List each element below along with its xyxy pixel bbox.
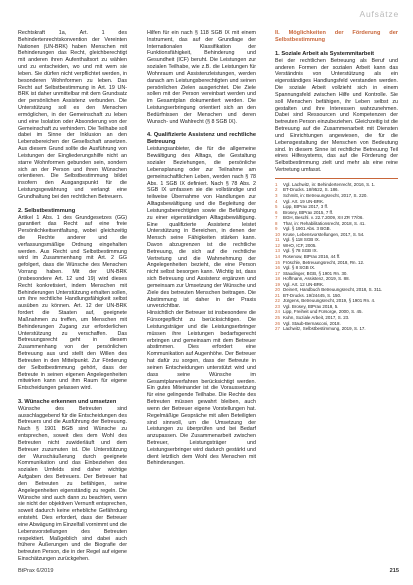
footnote-number: 7 [275, 215, 278, 221]
footnote-number: 8 [275, 220, 278, 226]
body-paragraph: Leistungsanbieter, die für die allgemeine Bewältigung des Alltags, die Gestaltung sozialer Beziehungen, die persönliche Lebensplanung oder zur Teilnahme am gemeinschaftlichen Leben, werden nach § 78 Abs. 1 SGB IX definiert. Nach § 78 Abs. 2 SGB IX umfassen sie die vollständige und teilweise Übernahme von Handlungen zur Alltagsbewältigung und die Begleitung der Leistungsberechtigten sowie die Befähigung zu einer eigenständigen Alltagsbewältigung. Eine qualifizierte Assistenz leistet Unterstützung in Bereichen, in denen der Mensch seine Fähigkeiten stärken kann. Davon abzugrenzen ist die rechtliche Betreuung, die sich auf die rechtliche Vertretung und die Wahrnehmung der Angelegenheiten bezieht, die eine Person nicht selbst besorgen kann. Wichtig ist, dass sich Betreuung und Assistenz ergänzen und gemeinsam zur Umsetzung der Wünsche und Ziele des betreuten Menschen beitragen. Die Abstimmung ist daher in der Praxis unverzichtbar. [147, 146, 256, 310]
footnote-text: Vgl. Brosey, BtPrax 2018, 5. [283, 303, 339, 309]
footnote-text: BT-Drucks. 18/9522, S. 186. [283, 187, 339, 193]
footnote-text: Vgl. § 8 SGB IX. [283, 265, 316, 271]
paragraph-gap [18, 201, 127, 208]
section-heading: II. Möglichkeiten der Förderung der Selbstbestimmung [275, 30, 398, 43]
footnote-text: Vgl. § 1901 Abs. 3 BGB. [283, 226, 331, 232]
footnote-number: 11 [275, 237, 280, 243]
section-heading: 3. Wünsche erkennen und umsetzen [18, 398, 117, 405]
footnote-number: 19 [275, 281, 280, 287]
body-paragraph: Bei der rechtlichen Betreuung als Beruf und anderen Formen der sozialen Arbeit kann das Verständnis von Unterstützung als ein eigenständiges Handlungsfeld verstanden werden. Die soziale Arbeit vollzieht sich in einem Spannungsfeld zwischen Hilfe und Kontrolle. Sie soll Menschen befähigen, ihr Leben selbst zu gestalten und ihre Interessen wahrzunehmen. Dabei sind Ressourcen und Kompetenzen der betreuten Person einzubeziehen. Gleichzeitig ist die Betreuung auf die Zusammenarbeit mit Diensten und Einrichtungen angewiesen, die für die Lebensgestaltung der Menschen von Bedeutung sind. In diesem Sinne ist rechtliche Betreuung Teil eines Hilfesystems, das auf die Förderung der Selbstbestimmung zielt und mehr als eine reine Vertretung umfasst. [275, 57, 398, 174]
footnote-text: Vgl. Art. 19 UN-BRK. [283, 198, 325, 204]
section-heading: 1. Soziale Arbeit als Systemmitarbeit [275, 50, 375, 57]
footnote-text: Kuhn, Soziale Arbeit, 2017, S. 23. [283, 315, 350, 320]
body-paragraph: Rechtskraft 1a, Art. 1 des Behindertenrechtskonvention der Vereinten Nationen (UN-BRK) haben Menschen mit Behinderungen das Recht, gleichberechtigt mit anderen ihren Aufenthaltsort zu wählen und zu entscheiden, wo und mit wem sie leben. Sie dürfen nicht verpflichtet werden, in besonderen Wohnformen zu leben. Das Recht auf Selbstbestimmung in Art. 19 UN-BRK ist daher unmittelbar mit dem Grundsatz der persönlichen Assistenz verbunden. Die Unterstützung soll es den Menschen ermöglichen, in der Gemeinschaft zu leben und eine Isolation oder Absonderung von der Gemeinschaft zu verhindern. Die Teilhabe soll dabei im Sinne der Inklusion an den Lebensbereichen der Gesellschaft ansetzen. Aus diesem Grund sollte die Ausführung von Leistungen der Eingliederungshilfe nicht an starre Wohnformen gebunden sein, sondern sich an der Person und ihren Wünschen orientieren. Die Selbstbestimmung bildet insofern den Ausgangspunkt für die Leistungsgewährung und verlangt eine Grundhaltung bei den rechtlichen Betreuern. [18, 30, 127, 200]
journal-issue: BtPrax 6/2019 [18, 568, 54, 574]
footnote-number: 6 [275, 209, 278, 215]
footnote-number: 5 [275, 204, 278, 210]
footnote-text: Jürgens, Betreuungsrecht, 2019, § 1901 Rn. 4. [283, 298, 376, 304]
footnote-number: 26 [275, 320, 280, 326]
footnote-number: 16 [275, 265, 280, 271]
body-paragraph: Artikel 1 Abs. 1 des Grundgesetzes (GG) garantiert das Recht auf eine freie Persönlichkeitsentfaltung, wobei gleichzeitig die Rechte anderer und die verfassungsmäßige Ordnung eingehalten werden. Aus Recht und Selbstbestimmung wird im Zusammenhang mit Art. 2 GG gefolgert, dass die Wünsche des Menschen Vorrang haben. Mit der UN-BRK (insbesondere Art. 12 und 19) wird dieses Recht konkretisiert, indem Menschen mit Behinderungen Unterstützung erhalten sollen, um ihre rechtliche Handlungsfähigkeit selbst ausüben zu können. Art. 12 der UN-BRK fordert die Staaten auf, geeignete Maßnahmen zu treffen, um Menschen mit Behinderungen Zugang zur erforderlichen Unterstützung zu verschaffen. Das Betreuungsrecht geht in diesem Zusammenhang von der persönlichen Betreuung aus und stellt den Willen des Betreuten in den Mittelpunkt. Zur Förderung der Selbstbestimmung gehört, dass der Betreute in seinen eigenen Angelegenheiten mitwirken kann und ihm Raum für eigene Entscheidungen gelassen wird. [18, 214, 127, 392]
footnote-number: 3 [275, 192, 278, 198]
footnote-number: 18 [275, 276, 280, 282]
page-number: 215 [389, 568, 399, 574]
footnote-number: 4 [275, 198, 278, 204]
footnote-text: Vgl. Lachwitz, in: Behindertenrecht, 2016, S. 1. [283, 181, 376, 187]
body-paragraph: Wünsche des Betreuten sind ausschlaggebend für die Entscheidungen des Betreuers und die Ausführung der Betreuung. Nach § 1901 BGB sind Wünsche zu entsprechen, soweit dies dem Wohl des Betreuten nicht zuwiderläuft und dem Betreuer zuzumuten ist. Die Unterstützung der Wunschäußerung durch geeignete Kommunikation und das Einbeziehen des sozialen Umfelds sind daher wichtige Aufgaben des Betreuers. Der Betreuer hat den Betreuten zu befähigen, seine Angelegenheiten eigenständig zu regeln. Die Wünsche sind auch dann zu beachten, wenn sie nicht der objektiven Vernunft entsprechen, soweit dadurch keine erhebliche Gefährdung entsteht. Dies erfordert, dass der Betreuer eine Abwägung im Einzelfall vornimmt und die Lebensvorstellungen des Betreuten respektiert. Maßgeblich sind dabei auch frühere Äußerungen und die Biografie der betreuten Person, die in der Regel auf eigene Einschätzungen zurückgehen. [18, 405, 128, 563]
footnote-text: Schmitt, in: Betreuungsrecht, 2017, S. 220. [283, 192, 368, 198]
footnote-text: Staudinger, BGB, § 1901 Rn. 30. [283, 270, 348, 276]
footnote-number: 23 [275, 303, 280, 309]
footnote-number: 13 [275, 248, 280, 254]
footnote-text: Fröschle, Betreuungsrecht, 2018, Rn. 12. [283, 259, 365, 265]
footnote-number: 22 [275, 298, 280, 304]
footnote-text: WHO, ICF, 2005. [283, 242, 317, 248]
paragraph-gap [275, 44, 398, 51]
text-column-middle [147, 30, 256, 467]
footnote-number: 17 [275, 270, 280, 276]
footnote-text: Lachwitz, Selbstbestimmung, 2019, S. 17. [283, 326, 366, 332]
footnote-text: Lipp, Freiheit und Fürsorge, 2000, S. 45. [283, 309, 363, 315]
footnote [275, 326, 398, 332]
body-paragraph: Hinsichtlich der Betreuer ist insbesondere die Fürsorgepflicht zu berücksichtigen. Die Leistungsträger und die Leistungserbringer müssen ihre Leistungen bedarfsgerecht erbringen und gemeinsam mit dem Betreuer abstimmen. Dies erfordert eine Kommunikation auf Augenhöhe. Der Betreuer hat dafür zu sorgen, dass der Betreute in seinen Entscheidungen unterstützt wird und dass seine Wünsche im Gesamtplanverfahren berücksichtigt werden. Ein gutes Miteinander ist die Voraussetzung für eine gelingende Teilhabe. Die Rechte des Betreuten müssen gewahrt bleiben, auch wenn der Betreuer eigene Vorstellungen hat. Regelmäßige Gespräche mit allen Beteiligten sind sinnvoll, um die Umsetzung der Leistungen zu überprüfen und bei Bedarf anzupassen. Die Zusammenarbeit zwischen Betreuer, Leistungsträger und Leistungserbringer wird dadurch gestärkt und dient letztlich dem Wohl des Menschen mit Behinderungen. [147, 310, 256, 467]
footnote-text: Vgl. Art. 12 UN-BRK. [283, 281, 325, 287]
footnote-number: 14 [275, 253, 280, 259]
paragraph-gap [147, 126, 256, 133]
footnote-text: Lipp, BtPrax 2017, 3 ff. [283, 204, 329, 210]
footnote-number: 10 [275, 231, 280, 237]
footnote-number: 12 [275, 242, 280, 248]
footnote-number: 1 [275, 181, 278, 187]
section-heading: 2. Selbstbestimmung [18, 207, 76, 214]
text-column-left [18, 30, 127, 563]
footnote-number: 21 [275, 292, 280, 298]
section-heading: 4. Qualifizierte Assistenz und rechtliche Betreuung [147, 132, 256, 146]
footnote-text: Deinert, Handbuch Betreuungsrecht, 2018, S. 311. [283, 287, 383, 293]
footnote-number: 25 [275, 315, 280, 320]
footnote-number: 2 [275, 187, 278, 193]
footnote-number: 9 [275, 226, 278, 232]
text-column-right [275, 30, 398, 332]
footnote-text: Rosenow, BtPrax 2016, 44 ff. [283, 253, 341, 259]
footnote-text: Brosey, BtPrax 2015, 7 ff. [283, 209, 334, 215]
paragraph-gap [18, 392, 127, 399]
footnote-number: 27 [275, 326, 280, 332]
footnote-text: BGH, Beschl. v. 22.7.2009, XII ZR 77/06. [283, 215, 364, 221]
section-rubric: Aufsätze [359, 9, 399, 19]
footnotes [275, 178, 398, 332]
footnote-text: Hoffmann, Assistenz, 2019, S. 88. [283, 276, 350, 282]
footnote-number: 24 [275, 309, 280, 315]
footnote-number: 15 [275, 259, 280, 265]
footnote-text: Vgl. § 78 SGB IX. [283, 248, 318, 254]
footnote-text: Vgl. § 118 SGB IX. [283, 237, 320, 243]
footnote-text: Vgl. Staub-Bernasconi, 2018. [283, 320, 341, 326]
footnote-text: Thar, in: Rehabilitationsrecht, 2018, S. 41. [283, 220, 366, 226]
footnote-text: BT-Drucks. 19/24445, S. 150. [283, 292, 342, 298]
footnote-number: 20 [275, 287, 280, 293]
body-paragraph: Hilfen für ein nach § 118 SGB IX mit einem Instrument, das auf der Grundlage der Internationalen Klassifikation der Funktionsfähigkeit, Behinderung und Gesundheit (ICF) beruht. Die Leistungen zur sozialen Teilhabe, wie z.B. die Leistungen für Wohnraum und Assistenzleistungen, werden danach am Leistungsberechtigten und seinen persönlichen Zielen ausgerichtet. Die Ziele sollen mit der Person vereinbart werden und im Gesamtplan dokumentiert werden. Die Leistungserbringung orientiert sich an den Bedürfnissen der Menschen und deren Wunsch- und Wahlrecht (§ 8 SGB IX). [147, 30, 256, 125]
footnote-text: Kruse, Lebensvorstellungen, 2017, S. 54. [283, 231, 365, 237]
